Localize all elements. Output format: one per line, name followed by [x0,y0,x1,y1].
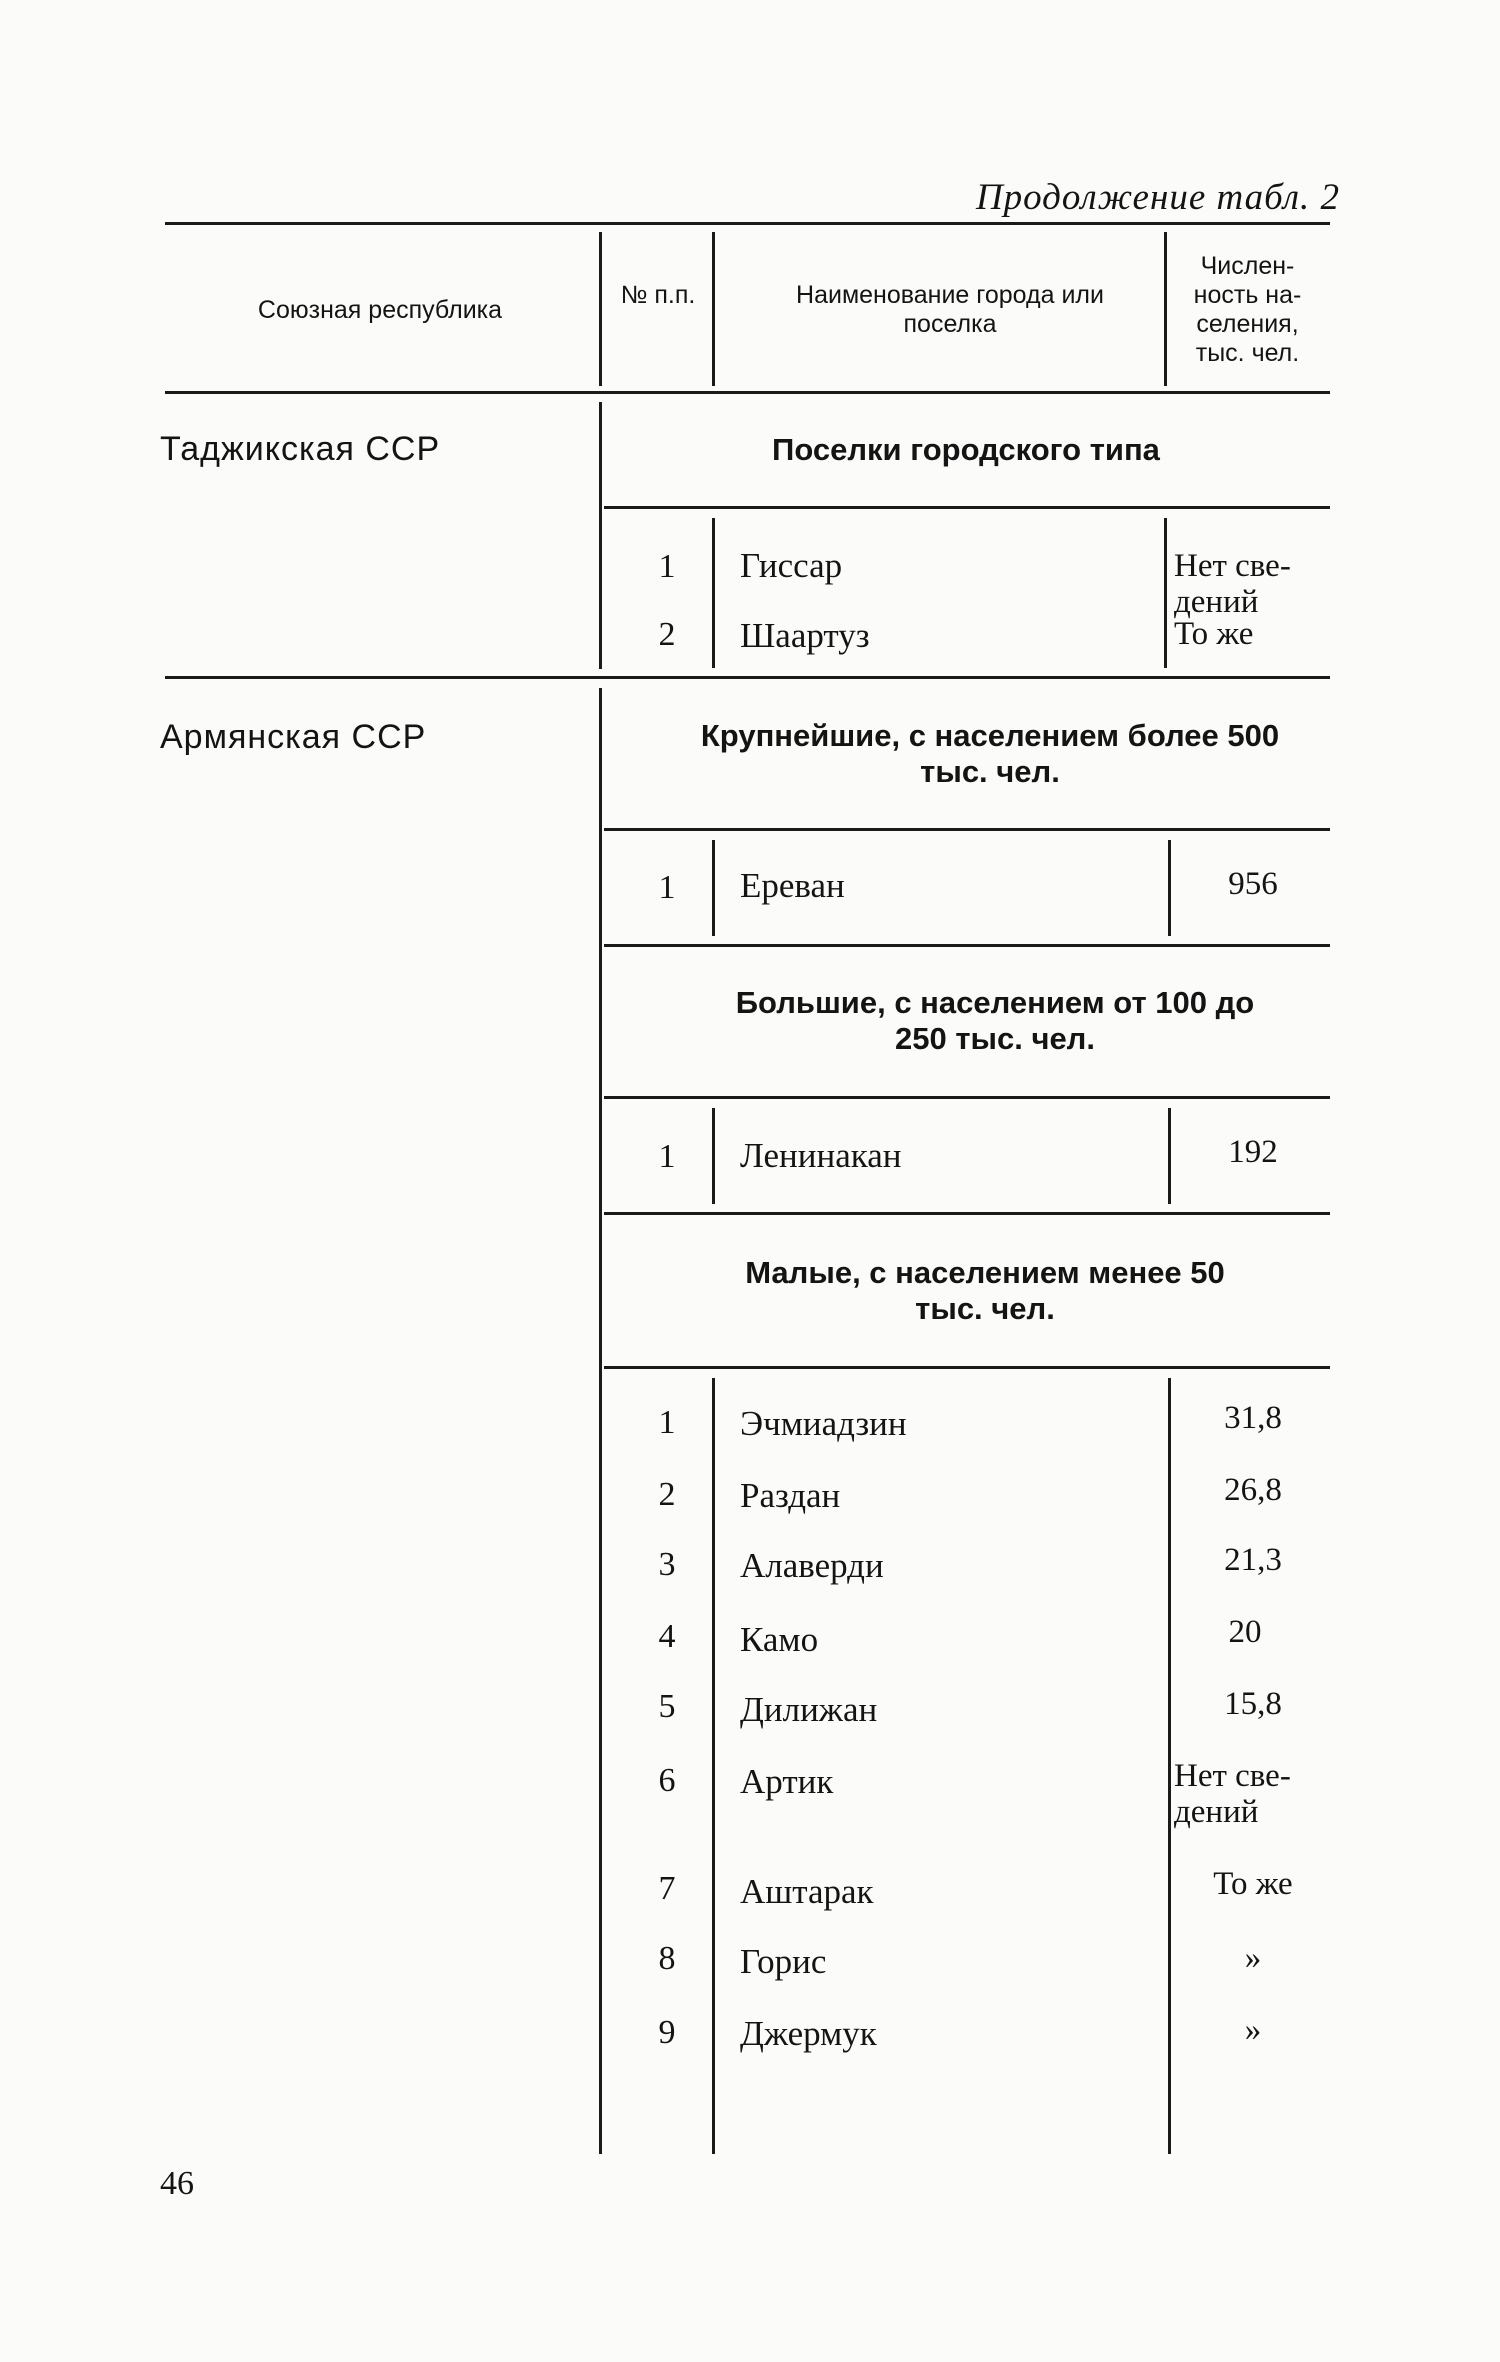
section-rule [604,1096,1330,1099]
section-largest-cities: Крупнейшие, с населением более 500 тыс. чел. [700,718,1280,789]
table-row-pop: » [1244,1940,1262,1976]
row-divider [1164,518,1167,668]
table-row-pop: » [1244,2012,1262,2048]
page-number: 46 [160,2165,194,2202]
table-row-name: Дилижан [740,1690,878,1729]
table-row-num: 1 [658,869,676,906]
table-row-pop: То же [1174,616,1254,652]
table-row-num: 3 [658,1546,676,1583]
table-row-num: 1 [658,1138,676,1175]
section-rule [604,944,1330,947]
table-row-name: Эчмиадзин [740,1404,907,1443]
table-row-pop: 192 [1228,1134,1278,1170]
table-row-pop: 21,3 [1224,1542,1282,1578]
header-divider-3 [1164,232,1167,386]
table-row-name: Горис [740,1942,827,1981]
section-small-towns: Малые, с населением менее 50 тыс. чел. [745,1255,1225,1326]
header-bottom-rule [165,391,1330,394]
header-top-rule [165,222,1330,225]
table-row-name: Артик [740,1762,834,1801]
table-row-pop: Нет све- дений [1174,1758,1291,1830]
header-number: № п.п. [620,281,696,309]
republic-divider-tajik [599,402,602,669]
table-row-num: 6 [658,1762,676,1799]
table-row-num: 1 [658,548,676,585]
republic-separator [165,676,1330,679]
section-rule [604,828,1330,831]
table-row-num: 5 [658,1688,676,1725]
header-divider-2 [712,232,715,386]
table-row-pop: 956 [1228,866,1278,902]
table-row-pop: 15,8 [1224,1686,1282,1722]
republic-divider-armenian [599,688,602,2154]
table-row-num: 7 [658,1870,676,1907]
section-tajik-settlements: Поселки городского типа [772,432,1160,467]
section-rule [604,1366,1330,1369]
header-population: Числен- ность на- селения, тыс. чел. [1193,252,1302,367]
table-row-num: 2 [658,1476,676,1513]
table-row-pop: 26,8 [1224,1472,1282,1508]
table-row-pop: То же [1213,1866,1293,1902]
republic-armenian: Армянская ССР [160,718,427,756]
row-divider [712,1378,715,2154]
table-row-num: 2 [658,616,676,653]
table-row-name: Джермук [740,2014,877,2053]
table-row-name: Ленинакан [740,1136,902,1175]
table-row-num: 1 [658,1404,676,1441]
table-row-name: Аштарак [740,1872,874,1911]
section-rule [604,1212,1330,1215]
table-row-num: 9 [658,2014,676,2051]
table-row-name: Алаверди [740,1546,884,1585]
section-rule [604,506,1330,509]
header-name: Наименование города или поселка [796,281,1104,338]
header-divider-1 [599,232,602,386]
table-row-pop: 20 [1228,1614,1262,1650]
table-caption: Продолжение табл. 2 [975,177,1340,218]
table-row-num: 4 [658,1618,676,1655]
table-row-name: Раздан [740,1476,841,1515]
row-divider [712,840,715,936]
table-row-name: Гиссар [740,546,843,585]
table-row-name: Шаартуз [740,616,870,655]
table-row-pop: 31,8 [1224,1400,1282,1436]
header-republic: Союзная республика [257,296,503,324]
republic-tajik: Таджикская ССР [160,430,441,468]
table-row-pop: Нет све- дений [1174,548,1291,620]
table-row-num: 8 [658,1940,676,1977]
table-row-name: Камо [740,1620,819,1659]
section-large-cities: Большие, с населением от 100 до 250 тыс. чел. [735,985,1255,1056]
row-divider [712,518,715,668]
row-divider [712,1108,715,1204]
table-row-name: Ереван [740,866,845,905]
